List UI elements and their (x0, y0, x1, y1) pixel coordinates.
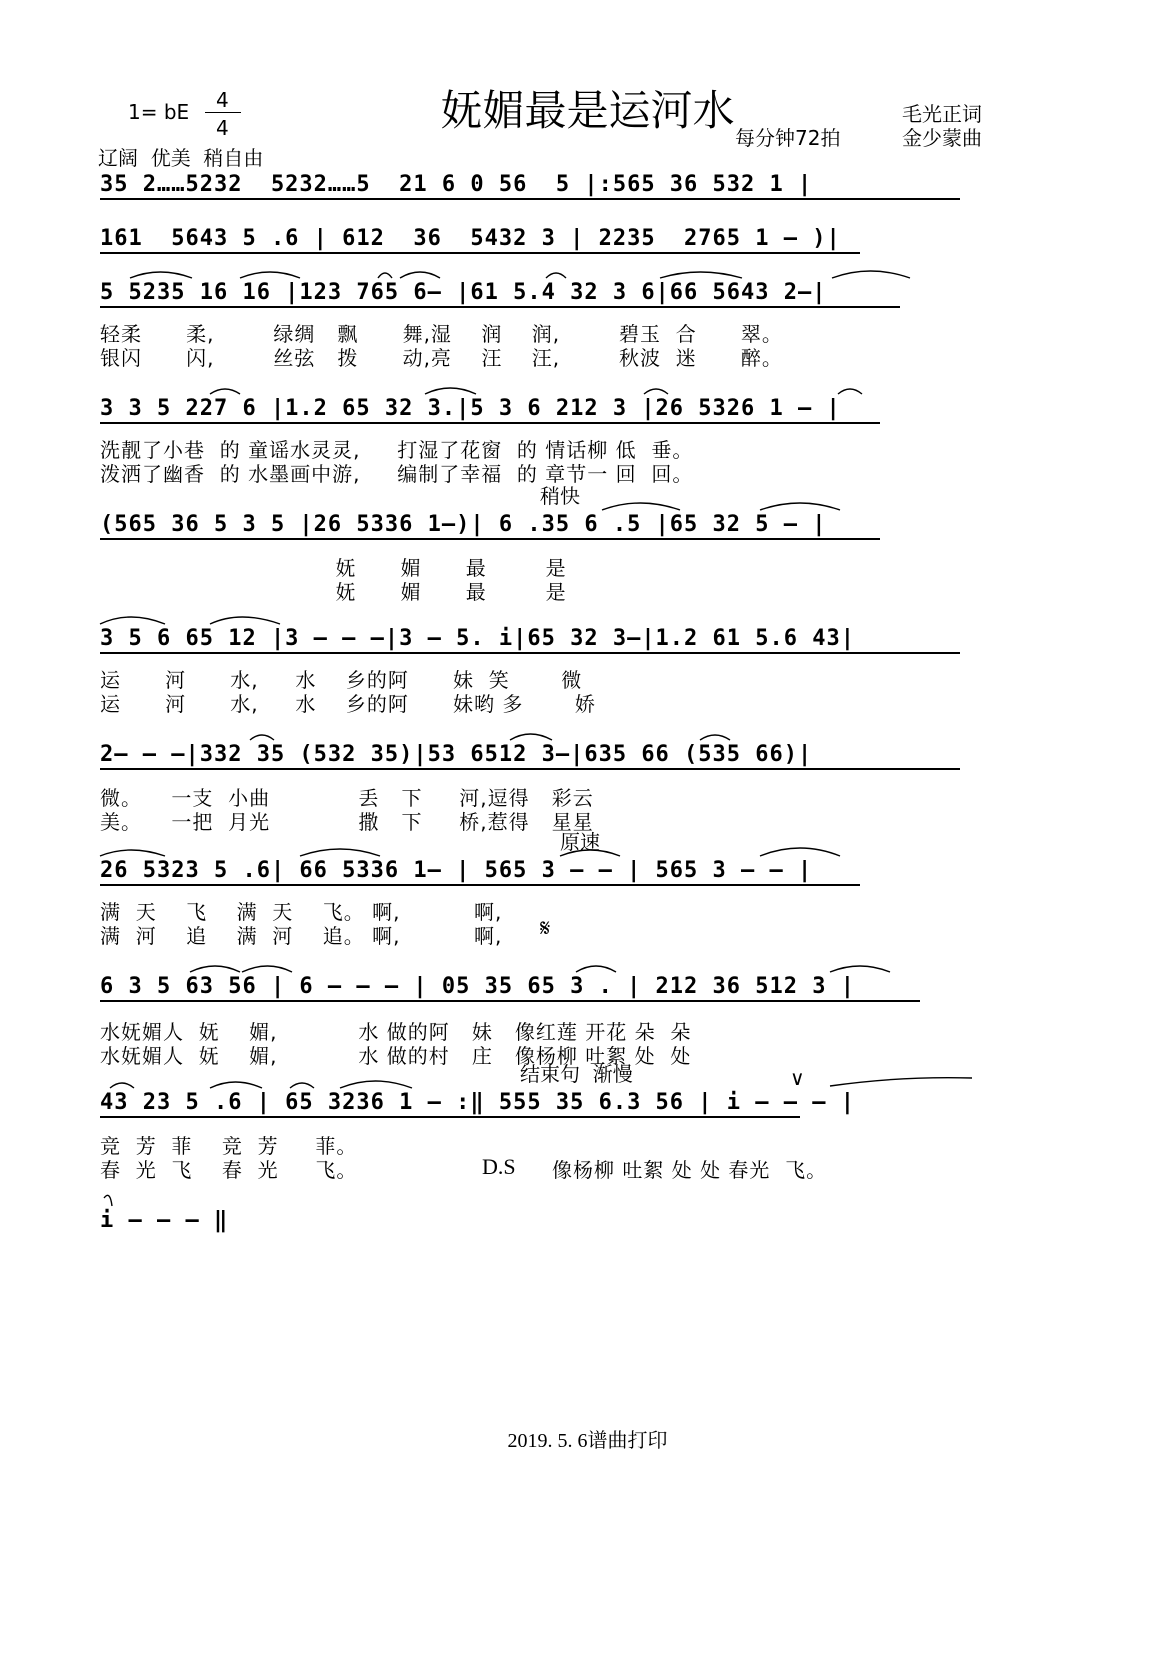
lyrics-verse-1: 水妩媚人 妩 媚, 水 做的阿 妹 像红莲 开花 朵 朵 (100, 1020, 692, 1044)
score-line-6: 3 5 6 65 12 |3 — — —|3 — 5. i|65 32 3—|1.2 61 5.6 43| (100, 626, 855, 651)
score-line-7: 2— — —|332 35 (532 35)|53 6512 3—|635 66 (535 66)| (100, 742, 813, 767)
composer: 金少蒙曲 (902, 126, 982, 150)
song-title: 妩媚最是运河水 (440, 86, 735, 135)
slur-arc (838, 389, 862, 394)
score-line-10: 43 23 5 .6 | 65 3236 1 — :‖ 555 35 6.3 56 | i — — — | (100, 1090, 855, 1115)
time-signature-top: 4 (216, 88, 229, 112)
slur-arc (240, 272, 300, 278)
print-date: 2019. 5. 6谱曲打印 (507, 1430, 668, 1452)
lyrics-verse-2: 妩 媚 最 是 (100, 580, 567, 604)
slur-arc (290, 1083, 314, 1088)
tempo-marking: 每分钟72拍 (735, 126, 841, 150)
slur-arc (425, 388, 476, 394)
slur-arc (832, 271, 910, 278)
tempo-style: 辽阔 优美 稍自由 (98, 146, 264, 170)
lyrics-verse-1: 运 河 水, 水 乡的阿 妹 笑 微 (100, 668, 583, 692)
slur-arc (210, 389, 240, 394)
slur-arc (510, 734, 552, 740)
lyricist: 毛光正词 (902, 102, 982, 126)
slur-arc (560, 850, 620, 856)
slur-arc (242, 966, 292, 972)
slur-arc (100, 850, 165, 856)
lyrics-verse-2: 美。 一把 月光 撒 下 桥,惹得 星星 (100, 810, 594, 834)
slur-arc (644, 389, 668, 394)
slur-arc (210, 1082, 262, 1088)
lyrics-verse-1: 微。 一支 小曲 丢 下 河,逗得 彩云 (100, 786, 594, 810)
slur-arc (110, 1083, 134, 1088)
dal-segno-marker: D.S (482, 1154, 516, 1179)
score-line-3: 5 5235 16 16 |123 765 6— |61 5.4 32 3 6|66 5643 2—| (100, 280, 827, 305)
slur-arc (190, 966, 240, 972)
slur-arc (378, 273, 392, 278)
slur-arc (100, 617, 165, 624)
lyrics-verse-1: 洗靓了小巷 的 童谣水灵灵, 打湿了花窗 的 情话柳 低 垂。 (100, 438, 694, 462)
lyrics-verse-2: 泼洒了幽香 的 水墨画中游, 编制了幸福 的 章节一 回 回。 (100, 462, 694, 486)
slur-arc (400, 272, 440, 278)
lyrics-verse-1: 轻柔 柔, 绿绸 飘 舞,湿 润 润, 碧玉 合 翠。 (100, 322, 783, 346)
slur-arc (830, 1078, 972, 1086)
slur-arc (130, 272, 192, 278)
slur-arc (300, 849, 380, 856)
lyrics-ending: 像杨柳 吐絮 处 处 春光 飞。 (552, 1158, 828, 1182)
lyrics-verse-1: 妩 媚 最 是 (100, 556, 567, 580)
slur-arc (660, 272, 742, 278)
slur-arc (576, 966, 616, 972)
slur-arc (760, 503, 840, 510)
key-signature: 1= bE (128, 100, 190, 124)
slur-arc (602, 503, 680, 510)
slur-arc (250, 735, 274, 740)
score-line-1: 35 2……5232 5232……5 21 6 0 56 5 |:565 36 532 1 | (100, 172, 813, 197)
score-line-9: 6 3 5 63 56 | 6 — — — | 05 35 65 3 . | 212 36 512 3 | (100, 974, 855, 999)
slur-arc (700, 735, 730, 740)
slur-arc (340, 1081, 412, 1088)
score-line-8: 26 5323 5 .6| 66 5336 1— | 565 3 — — | 565 3 — — | (100, 858, 813, 883)
lyrics-verse-1: 满 天 飞 满 天 飞。 啊, 啊, (100, 900, 503, 924)
slur-arc (760, 848, 840, 856)
breath-mark-icon: ∨ (790, 1066, 805, 1090)
lyrics-verse-2: 银闪 闪, 丝弦 拨 动,亮 汪 汪, 秋波 迷 醉。 (100, 346, 783, 370)
lyrics-verse-2: 运 河 水, 水 乡的阿 妹哟 多 娇 (100, 692, 596, 716)
lyrics-verse-2: 春 光 飞 春 光 飞。 (100, 1158, 358, 1182)
time-signature-bottom: 4 (216, 116, 229, 140)
slur-arc (210, 617, 280, 624)
lyrics-verse-1: 竞 芳 菲 竞 芳 菲。 (100, 1134, 358, 1158)
lyrics-verse-2: 满 河 追 满 河 追。 啊, 啊, (100, 924, 503, 948)
lyrics-verse-2: 水妩媚人 妩 媚, 水 做的村 庄 像杨柳 吐絮 处 处 (100, 1044, 692, 1068)
score-line-5: (565 36 5 3 5 |26 5336 1—)| 6 .35 6 .5 |65 32 5 — | (100, 512, 827, 537)
tempo-change-marker: 原速 (560, 830, 600, 854)
ending-marker: 结束句 渐慢 (520, 1062, 633, 1086)
tempo-change-marker: 稍快 (540, 484, 580, 508)
score-line-2: 161 5643 5 .6 | 612 36 5432 3 | 2235 2765 1 — )| (100, 226, 841, 251)
slur-arc (104, 1195, 112, 1206)
slur-arc (830, 966, 890, 972)
segno-icon: 𝄋 (540, 914, 551, 942)
slur-arc (546, 273, 566, 278)
score-line-11: i — — — ‖ (100, 1208, 229, 1233)
score-line-4: 3 3 5 227 6 |1.2 65 32 3.|5 3 6 212 3 |26 5326 1 — | (100, 396, 841, 421)
